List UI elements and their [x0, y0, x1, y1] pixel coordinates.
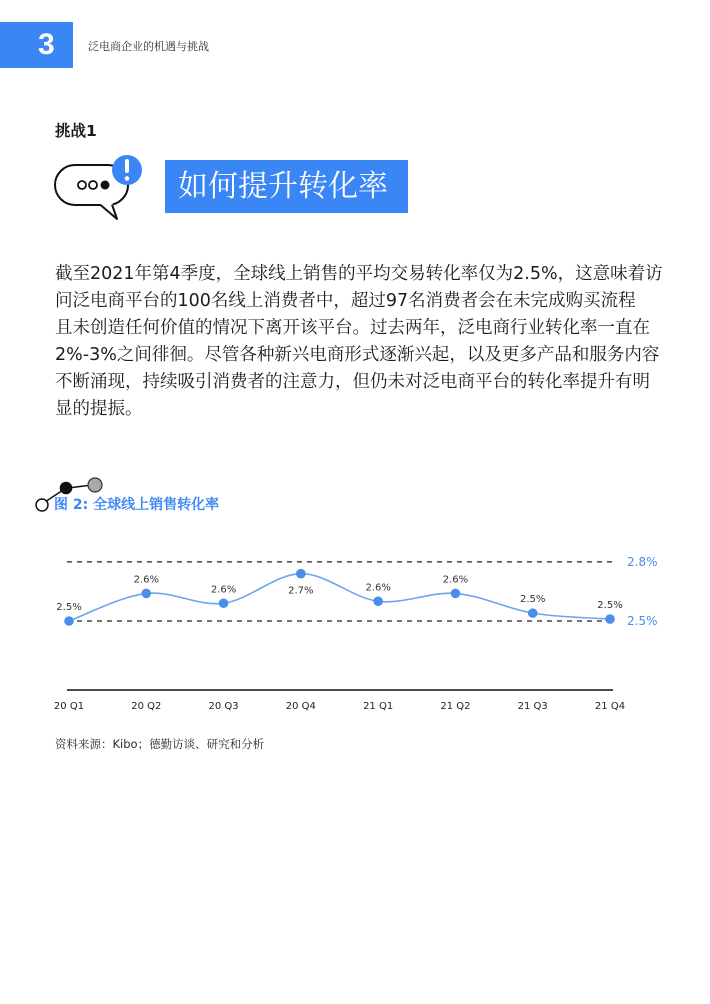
reference-line-label: 2.8% — [627, 554, 658, 569]
section-label: 挑战1 — [55, 122, 97, 140]
data-label: 2.6% — [442, 574, 469, 586]
x-tick-label: 20 Q3 — [208, 701, 239, 712]
body-text-line: 2%-3%之间徘徊。尽管各种新兴电商形式逐渐兴起，以及更多产品和服务内容 — [55, 345, 660, 365]
speech-bubble-icon — [50, 150, 150, 225]
data-point — [64, 616, 74, 626]
figure-caption: 图 2: 全球线上销售转化率 — [54, 497, 220, 513]
body-text-line: 显的提振。 — [55, 399, 143, 419]
figure-source: 资料来源：Kibo；德勤访谈、研究和分析 — [55, 737, 265, 751]
data-point — [141, 589, 151, 599]
data-label: 2.5% — [56, 602, 82, 613]
exclamation-icon — [112, 155, 142, 185]
body-text-line: 问泛电商平台的100名线上消费者中，超过97名消费者会在未完成购买流程 — [55, 291, 636, 311]
line-chart — [0, 540, 710, 720]
hollow-dot-icon — [89, 181, 97, 189]
filled-dot-icon — [101, 181, 110, 190]
chapter-title: 泛电商企业的机遇与挑战 — [88, 40, 209, 53]
x-tick-label: 21 Q1 — [363, 701, 394, 712]
x-tick-label: 20 Q4 — [285, 701, 316, 712]
x-tick-label: 21 Q3 — [517, 701, 548, 712]
x-tick-label: 21 Q4 — [594, 701, 626, 712]
body-text-line: 不断涌现，持续吸引消费者的注意力，但仍未对泛电商平台的转化率提升有明 — [55, 372, 650, 392]
data-point — [451, 589, 461, 599]
chapter-number: 3 — [38, 28, 55, 61]
data-label: 2.6% — [210, 584, 237, 596]
data-point — [528, 608, 538, 618]
data-point — [296, 569, 306, 579]
section-title-box — [165, 160, 408, 213]
section-title: 如何提升转化率 — [178, 169, 388, 204]
data-point — [373, 596, 383, 606]
chapter-number-badge — [0, 22, 73, 68]
data-label: 2.6% — [365, 582, 391, 594]
body-text-line: 截至2021年第4季度，全球线上销售的平均交易转化率仅为2.5%，这意味着访 — [55, 264, 663, 284]
body-text-line: 且未创造任何价值的情况下离开该平台。过去两年，泛电商行业转化率一直在 — [55, 318, 650, 338]
data-label: 2.5% — [520, 594, 546, 606]
data-label: 2.5% — [597, 600, 623, 612]
hollow-dot-icon — [78, 181, 86, 189]
data-label: 2.7% — [288, 585, 314, 597]
data-point — [219, 598, 229, 608]
x-tick-label: 21 Q2 — [440, 701, 471, 712]
body-paragraph — [55, 261, 663, 423]
x-tick-label: 20 Q1 — [53, 701, 85, 712]
x-tick-label: 20 Q2 — [131, 701, 162, 712]
reference-line-label: 2.5% — [627, 614, 658, 628]
data-point — [605, 614, 615, 624]
data-label: 2.6% — [133, 574, 159, 586]
